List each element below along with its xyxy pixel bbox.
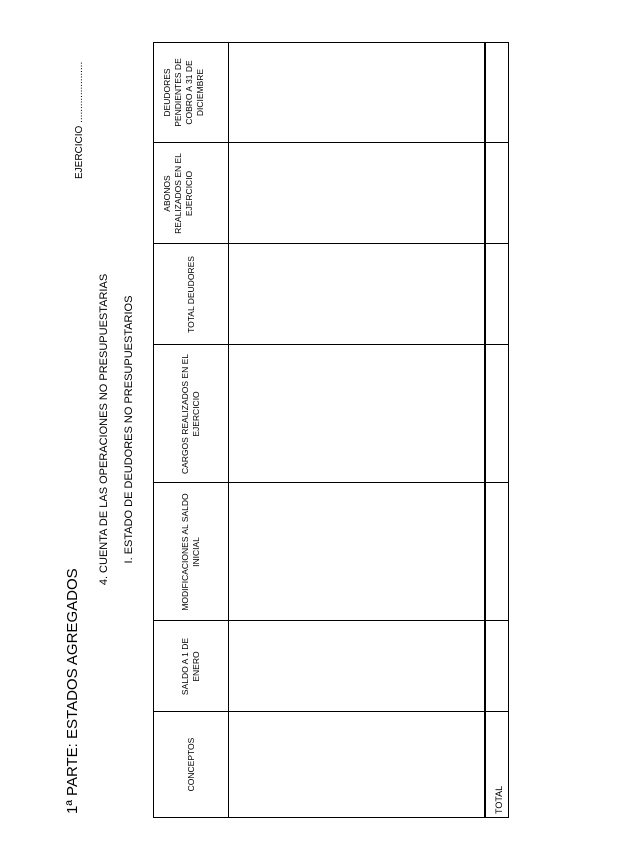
page-title: 1ª PARTE: ESTADOS AGREGADOS [64, 568, 81, 814]
section-heading: 4. CUENTA DE LAS OPERACIONES NO PRESUPUESTARIAS [98, 273, 110, 586]
column-divider [154, 482, 508, 483]
section-subheading: I. ESTADO DE DEUDORES NO PRESUPUESTARIOS [123, 295, 135, 564]
column-divider [154, 142, 508, 143]
header-divider [228, 43, 229, 817]
total-label: TOTAL [494, 785, 504, 814]
column-divider [154, 620, 508, 621]
column-divider [154, 344, 508, 345]
column-header-saldo-inicial: SALDO A 1 DE ENERO [180, 637, 201, 696]
ejercicio-label: EJERCICIO ...................... [74, 61, 85, 179]
column-divider [154, 711, 508, 712]
column-divider [154, 243, 508, 244]
column-header-conceptos: CONCEPTOS [185, 737, 196, 792]
column-header-abonos: ABONOS REALIZADOS EN EL EJERCICIO [162, 153, 194, 234]
column-header-pendientes: DEUDORES PENDIENTES DE COBRO A 31 DE DICIEMBRE [162, 58, 205, 127]
column-header-cargos: CARGOS REALIZADOS EN EL EJERCICIO [180, 354, 201, 474]
column-header-modificaciones: MODIFICACIONES AL SALDO INICIAL [180, 493, 201, 611]
debtors-table [153, 42, 509, 818]
column-header-total-deudores: TOTAL DEUDORES [185, 256, 196, 333]
total-row-divider [484, 43, 486, 817]
